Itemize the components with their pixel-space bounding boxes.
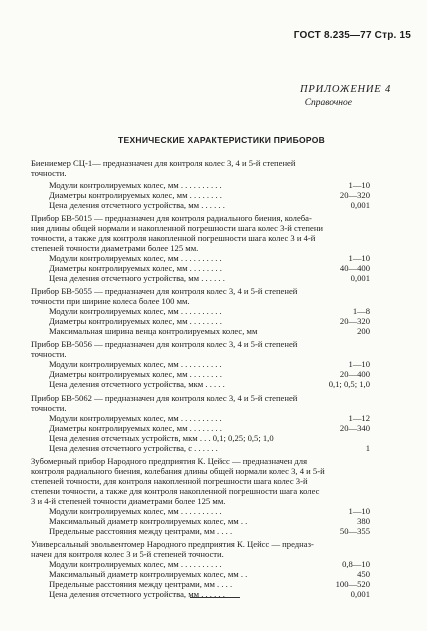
text-line: Цена деления отсчетных устройств, мкм . . . 0,1; 0,25; 0,5; 1,0 bbox=[49, 433, 274, 443]
text-line: Цена деления отсчетного устройства, мм . . . . . . bbox=[49, 200, 225, 210]
text-line: Максимальная ширина венца контролируемых колес, мм bbox=[49, 326, 258, 336]
value-cell: 1—8 bbox=[352, 306, 370, 316]
value-cell: 1—10 bbox=[348, 359, 370, 369]
text-line: Цена деления отсчетного устройства, мм . . . . . . bbox=[49, 589, 225, 599]
value-cell: 20—340 bbox=[339, 423, 370, 433]
text-line: Модули контролируемых колес, мм . . . . . . . . . . bbox=[49, 506, 222, 516]
text-line: Модули контролируемых колес, мм . . . . . . . . . . bbox=[49, 253, 222, 263]
text-line: Предельные расстояния между центрами, мм . . . . bbox=[49, 526, 233, 536]
text-line: Предельные расстояния между центрами, мм . . . . bbox=[49, 579, 233, 589]
value-cell: 20—320 bbox=[339, 316, 370, 326]
value-cell: 20—400 bbox=[339, 369, 370, 379]
text-line: Модули контролируемых колес, мм . . . . . . . . . . bbox=[49, 559, 222, 569]
text-line: Диаметры контролируемых колес, мм . . . . . . . . bbox=[49, 423, 222, 433]
text-line: точности, а также для контроля накопленной погрешности шага колес 3 и 4-й bbox=[31, 233, 316, 243]
appendix-subtitle: Справочное bbox=[304, 98, 352, 108]
value-cell: 380 bbox=[357, 516, 370, 526]
text-line: Диаметры контролируемых колес, мм . . . . . . . . bbox=[49, 316, 222, 326]
text-line: Модули контролируемых колес, мм . . . . . . . . . . bbox=[49, 413, 222, 423]
value-cell: 40—400 bbox=[339, 263, 370, 273]
text-line: Прибор БВ-5062 — предназначен для контроля колес 3, 4 и 5-й степеней bbox=[31, 393, 298, 403]
text-line: Модули контролируемых колес, мм . . . . . . . . . . bbox=[49, 359, 222, 369]
text-line: Прибор БВ-5056 — предназначен для контроля колес 3, 4 и 5-й степеней bbox=[31, 339, 298, 349]
text-line: точности. bbox=[31, 168, 67, 178]
text-line: степеней точности диаметрами более 125 мм. bbox=[31, 243, 199, 253]
text-line: Универсальный эвольвентомер Народного предприятия К. Цейсс — предназ- bbox=[31, 539, 314, 549]
text-line: точности. bbox=[31, 349, 67, 359]
text-line: Цена деления отсчетного устройства, мкм . . . . . bbox=[49, 379, 225, 389]
text-line: начен для контроля колес 3 и 5-й степеней точности. bbox=[31, 549, 224, 559]
section-title: ТЕХНИЧЕСКИЕ ХАРАКТЕРИСТИКИ ПРИБОРОВ bbox=[118, 135, 326, 145]
value-cell: 1—10 bbox=[348, 506, 370, 516]
text-line: контроля радиального биения, колебания длины общей нормали колес 3, 4 и 5-й bbox=[31, 466, 325, 476]
text-line: степени точности, а также для контроля накопленной погрешности шага колес bbox=[31, 486, 320, 496]
closing-rule bbox=[190, 597, 240, 598]
value-cell: 0,1; 0,5; 1,0 bbox=[328, 379, 370, 389]
text-line: Диаметры контролируемых колес, мм . . . . . . . . bbox=[49, 369, 222, 379]
text-line: Цена деления отсчетного устройства, мм . . . . . . bbox=[49, 273, 225, 283]
text-line: Максимальный диаметр контролируемых колес, мм . . bbox=[49, 516, 248, 526]
value-cell: 100—520 bbox=[335, 579, 370, 589]
text-line: степеней точности, для контроля накопленной погрешности шага колес 3-й bbox=[31, 476, 308, 486]
text-line: Диаметры контролируемых колес, мм . . . . . . . . bbox=[49, 263, 222, 273]
value-cell: 1 bbox=[365, 443, 370, 453]
text-line: Биениемер СЦ-1— предназначен для контроля колес 3, 4 и 5-й степеней bbox=[31, 158, 296, 168]
text-line: ния длины общей нормали и накопленной погрешности шага колес 3-й степени bbox=[31, 223, 324, 233]
text-line: Модули контролируемых колес, мм . . . . . . . . . . bbox=[49, 306, 222, 316]
text-line: точности. bbox=[31, 403, 67, 413]
value-cell: 200 bbox=[357, 326, 370, 336]
value-cell: 0,001 bbox=[350, 273, 370, 283]
appendix-title: ПРИЛОЖЕНИЕ 4 bbox=[300, 84, 391, 95]
text-line: Прибор БВ-5055 — предназначен для контроля колес 3, 4 и 5-й степеней bbox=[31, 286, 298, 296]
value-cell: 1—12 bbox=[348, 413, 370, 423]
value-cell: 0,001 bbox=[350, 589, 370, 599]
value-cell: 1—10 bbox=[348, 180, 370, 190]
text-line: 3 и 4-й степеней точности диаметрами более 125 мм. bbox=[31, 496, 226, 506]
text-line: Модули контролируемых колес, мм . . . . . . . . . . bbox=[49, 180, 222, 190]
text-line: Прибор БВ-5015 — предназначен для контроля радиального биения, колеба- bbox=[31, 213, 312, 223]
value-cell: 450 bbox=[357, 569, 370, 579]
text-line: Зубомерный прибор Народного предприятия К. Цейсс — предназначен для bbox=[31, 456, 308, 466]
value-cell: 20—320 bbox=[339, 190, 370, 200]
value-cell: 0,001 bbox=[350, 200, 370, 210]
value-cell: 0,8—10 bbox=[342, 559, 370, 569]
standard-header: ГОСТ 8.235—77 Стр. 15 bbox=[293, 30, 411, 41]
text-line: Диаметры контролируемых колес, мм . . . . . . . . bbox=[49, 190, 222, 200]
value-cell: 1—10 bbox=[348, 253, 370, 263]
value-cell: 50—355 bbox=[339, 526, 370, 536]
text-line: точности при ширине колеса более 100 мм. bbox=[31, 296, 190, 306]
text-line: Максимальный диаметр контролируемых колес, мм . . bbox=[49, 569, 248, 579]
text-line: Цена деления отсчетного устройства, с . . . . . . bbox=[49, 443, 218, 453]
